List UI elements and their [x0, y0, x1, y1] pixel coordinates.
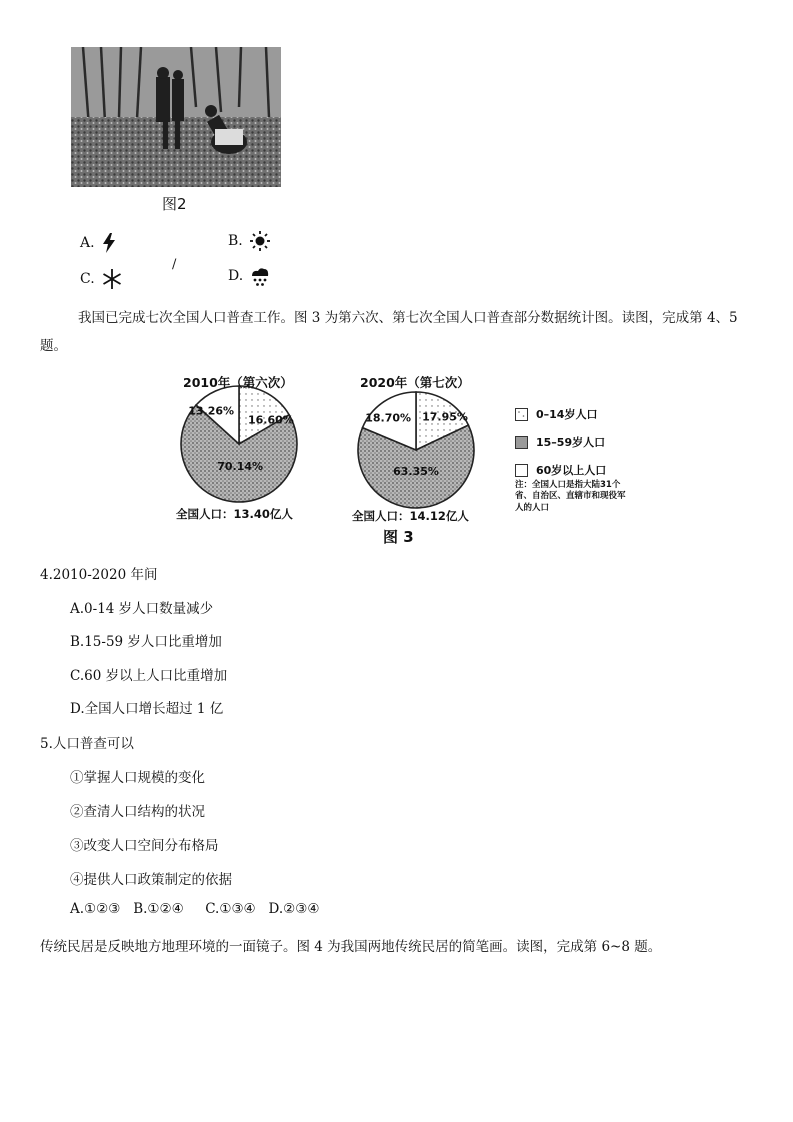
option-d	[228, 265, 271, 287]
legend-swatch-blank	[515, 464, 528, 477]
q5-choices: A.①②③ B.①②④ C.①③④ D.②③④	[70, 901, 320, 917]
legend-swatch-dense	[515, 436, 528, 449]
q4-option-a: A.0-14 岁人口数量减少	[70, 601, 214, 617]
field-photo	[71, 47, 281, 187]
chart-note: 注：全国人口是指大陆31个省、自治区、直辖市和现役军人的人口	[515, 480, 626, 513]
legend-item-60plus	[515, 462, 606, 478]
chart-title-2020: 2020年（第七次）	[360, 375, 470, 390]
pie-data-label: 16.60%	[247, 413, 294, 427]
pie-data-label: 70.14%	[217, 460, 264, 474]
q4-option-d: D.全国人口增长超过 1 亿	[70, 701, 224, 717]
chart-legend	[515, 406, 606, 478]
stray-mark: /	[172, 257, 177, 272]
pie-data-label: 18.70%	[365, 411, 412, 425]
rain-cloud-icon	[249, 265, 271, 287]
q5-item-3: ③改变人口空间分布格局	[70, 838, 219, 854]
q5-item-4: ④提供人口政策制定的依据	[70, 872, 232, 888]
q4-stem: 4.2010-2020 年间	[40, 567, 158, 583]
q4-option-b: B.15-59 岁人口比重增加	[70, 634, 222, 650]
option-b	[228, 230, 271, 252]
legend-swatch-dots	[515, 408, 528, 421]
legend-label: 60岁以上人口	[536, 464, 607, 477]
sun-icon	[249, 230, 271, 252]
legend-label: 0–14岁人口	[536, 408, 598, 421]
intro-paragraph: 我国已完成七次全国人口普查工作。图 3 为第六次、第七次全国人口普查部分数据统计图。读图，完成第 4、5 题。	[40, 310, 738, 355]
lightning-icon	[101, 233, 117, 253]
option-letter: C.	[80, 271, 95, 287]
q5-stem: 5.人口普查可以	[40, 736, 134, 752]
pie-data-label: 17.95%	[422, 410, 468, 424]
q5-item-1: ①掌握人口规模的变化	[70, 770, 205, 786]
option-c	[80, 268, 123, 290]
option-letter: D.	[228, 268, 244, 284]
option-letter: B.	[228, 233, 243, 249]
legend-item-15-59	[515, 434, 606, 450]
snowflake-icon	[101, 268, 123, 290]
pie-data-label: 13.26%	[188, 404, 235, 418]
figure2-caption: 图2	[162, 195, 187, 213]
q4-option-c: C.60 岁以上人口比重增加	[70, 668, 228, 684]
figure3-caption: 图 3	[383, 528, 414, 546]
option-letter: A.	[80, 235, 95, 251]
option-a	[80, 233, 117, 253]
pie-data-label: 63.35%	[393, 464, 439, 478]
q5-item-2: ②查清人口结构的状况	[70, 804, 205, 820]
closing-paragraph: 传统民居是反映地方地理环境的一面镜子。图 4 为我国两地传统民居的简笔画。读图，完成第 6~8 题。	[40, 939, 662, 955]
total-2010: 全国人口：13.40亿人	[176, 507, 293, 521]
legend-item-0-14	[515, 406, 606, 422]
chart-title-2010: 2010年（第六次）	[183, 375, 293, 390]
legend-label: 15–59岁人口	[536, 436, 606, 449]
total-2020: 全国人口：14.12亿人	[352, 509, 469, 523]
